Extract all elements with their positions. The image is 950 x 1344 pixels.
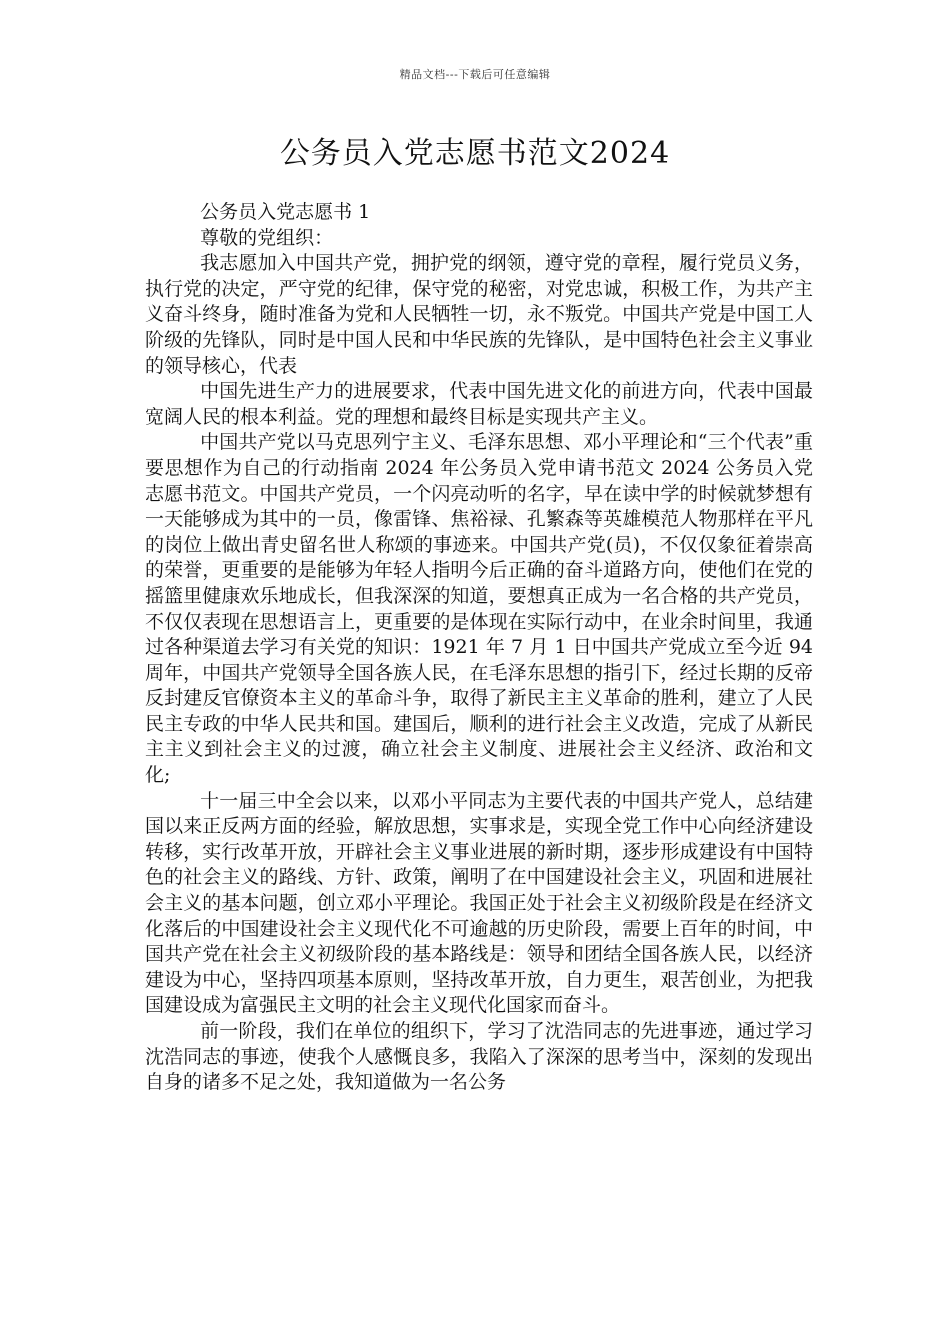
document-title: 公务员入党志愿书范文2024 <box>279 136 671 171</box>
body-paragraph: 我志愿加入中国共产党，拥护党的纲领，遵守党的章程，履行党员义务，执行党的决定，严守党的纪律，保守党的秘密，对党忠诚，积极工作，为共产主义奋斗终身，随时准备为党和人民牺牲一切，永不叛党。中国共产党是中国工人阶级的先锋队，同时是中国人民和中华民族的先锋队，是中国特色社会主义事业的领导核心，代表 <box>145 252 813 377</box>
body-paragraph: 中国共产党以马克思列宁主义、毛泽东思想、邓小平理论和“三个代表”重要思想作为自己的行动指南 2024 年公务员入党申请书范文 2024 公务员入党志愿书范文。中国共产党员，一个闪亮动听的名字，早在读中学的时候就梦想有一天能够成为其中的一员，像雷锋、焦裕禄、孔繁森等英雄模范人物那样在平凡的岗位上做出青史留名世人称颂的事迹来。中国共产党(员)，不仅仅象征着崇高的荣誉，更重要的是能够为年轻人指明今后正确的奋斗道路方向，使他们在党的摇篮里健康欢乐地成长，但我深深的知道，要想真正成为一名合格的共产党员，不仅仅表现在思想语言上，更重要的是体现在实际行动中，在业余时间里，我通过各种渠道去学习有关党的知识：1921 年 7 月 1 日中国共产党成立至今近 94 周年，中国共产党领导全国各族人民，在毛泽东思想的指引下，经过长期的反帝反封建反官僚资本主义的革命斗争，取得了新民主主义革命的胜利，建立了人民民主专政的中华人民共和国。建国后，顺利的进行社会主义改造，完成了从新民主主义到社会主义的过渡，确立社会主义制度、进展社会主义经济、政治和文化; <box>145 431 813 787</box>
body-paragraph: 前一阶段，我们在单位的组织下，学习了沈浩同志的先进事迹，通过学习沈浩同志的事迹，使我个人感慨良多，我陷入了深深的思考当中，深刻的发现出自身的诸多不足之处，我知道做为一名公务 <box>145 1020 813 1094</box>
salutation: 尊敬的党组织： <box>200 226 334 249</box>
header-note: 精品文档---下载后可任意编辑 <box>399 68 551 81</box>
document-body <box>145 200 813 1096</box>
body-paragraph: 十一届三中全会以来，以邓小平同志为主要代表的中国共产党人，总结建国以来正反两方面的经验，解放思想，实事求是，实现全党工作中心向经济建设转移，实行改革开放，开辟社会主义事业进展的新时期，逐步形成建设有中国特色的社会主义的路线、方针、政策，阐明了在中国建设社会主义，巩固和进展社会主义的基本问题，创立邓小平理论。我国正处于社会主义初级阶段是在经济文化落后的中国建设社会主义现代化不可逾越的历史阶段，需要上百年的时间，中国共产党在社会主义初级阶段的基本路线是：领导和团结全国各族人民，以经济建设为中心，坚持四项基本原则，坚持改革开放，自力更生，艰苦创业，为把我国建设成为富强民主文明的社会主义现代化国家而奋斗。 <box>145 789 813 1017</box>
section-heading: 公务员入党志愿书 1 <box>200 201 371 223</box>
body-paragraph: 中国先进生产力的进展要求，代表中国先进文化的前进方向，代表中国最宽阔人民的根本利益。党的理想和最终目标是实现共产主义。 <box>145 380 813 428</box>
